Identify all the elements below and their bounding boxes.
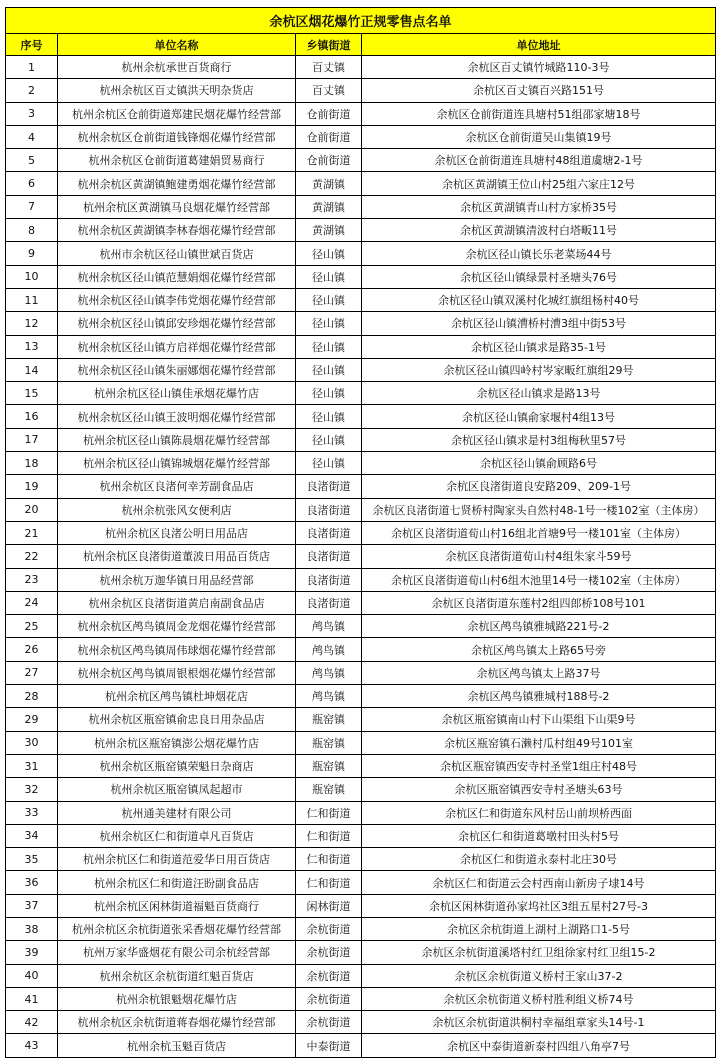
table-row xyxy=(6,801,716,824)
table-row xyxy=(6,405,716,428)
cell-index: 3 xyxy=(6,102,58,125)
table-row xyxy=(6,498,716,521)
table-row xyxy=(6,358,716,381)
cell-unit-name: 杭州余杭区黄湖镇马良烟花爆竹经营部 xyxy=(58,195,296,218)
cell-address: 余杭区仓前街道连具塘村51组邵家塘18号 xyxy=(362,102,716,125)
cell-index: 15 xyxy=(6,382,58,405)
cell-address: 余杭区中泰街道新泰村四组八角亭7号 xyxy=(362,1034,716,1057)
cell-unit-name: 杭州余杭区鸬鸟镇周银根烟花爆竹经营部 xyxy=(58,661,296,684)
cell-index: 7 xyxy=(6,195,58,218)
cell-index: 25 xyxy=(6,615,58,638)
table-row xyxy=(6,591,716,614)
cell-index: 40 xyxy=(6,964,58,987)
cell-township: 径山镇 xyxy=(296,382,362,405)
cell-index: 32 xyxy=(6,778,58,801)
cell-township: 黄湖镇 xyxy=(296,219,362,242)
cell-township: 余杭街道 xyxy=(296,987,362,1010)
table-row xyxy=(6,824,716,847)
cell-township: 径山镇 xyxy=(296,452,362,475)
cell-township: 瓶窑镇 xyxy=(296,731,362,754)
table-row xyxy=(6,987,716,1010)
cell-address: 余杭区仁和街道永泰村北庄30号 xyxy=(362,848,716,871)
cell-address: 余杭区余杭街道义桥村王家山37-2 xyxy=(362,964,716,987)
cell-index: 20 xyxy=(6,498,58,521)
cell-township: 径山镇 xyxy=(296,335,362,358)
table-row xyxy=(6,941,716,964)
cell-township: 黄湖镇 xyxy=(296,195,362,218)
cell-address: 余杭区仁和街道葛墩村田头村5号 xyxy=(362,824,716,847)
cell-index: 17 xyxy=(6,428,58,451)
cell-unit-name: 杭州余杭区仁和街道卓凡百货店 xyxy=(58,824,296,847)
cell-index: 33 xyxy=(6,801,58,824)
cell-address: 余杭区黄湖镇清波村白塔畈11号 xyxy=(362,219,716,242)
cell-address: 余杭区余杭街道上湖村上湖路口1-5号 xyxy=(362,917,716,940)
cell-address: 余杭区仁和街道云会村西南山新房子埭14号 xyxy=(362,871,716,894)
cell-address: 余杭区良渚街道东莲村2组四郎桥108号101 xyxy=(362,591,716,614)
cell-township: 径山镇 xyxy=(296,288,362,311)
table-row xyxy=(6,1011,716,1034)
cell-unit-name: 杭州余杭区良渚何幸芳副食品店 xyxy=(58,475,296,498)
cell-address: 余杭区鸬鸟镇雅城路221号-2 xyxy=(362,615,716,638)
cell-index: 8 xyxy=(6,219,58,242)
header-address: 单位地址 xyxy=(362,34,716,56)
cell-index: 19 xyxy=(6,475,58,498)
cell-township: 良渚街道 xyxy=(296,498,362,521)
cell-township: 良渚街道 xyxy=(296,591,362,614)
table-row xyxy=(6,638,716,661)
table-row xyxy=(6,1034,716,1057)
table-row xyxy=(6,521,716,544)
cell-unit-name: 杭州余杭区余杭街道张采香烟花爆竹经营部 xyxy=(58,917,296,940)
cell-unit-name: 杭州万家华盛烟花有限公司余杭经营部 xyxy=(58,941,296,964)
cell-index: 26 xyxy=(6,638,58,661)
table-row xyxy=(6,382,716,405)
table-body xyxy=(6,56,716,1058)
cell-index: 23 xyxy=(6,568,58,591)
cell-township: 闲林街道 xyxy=(296,894,362,917)
cell-township: 径山镇 xyxy=(296,242,362,265)
cell-address: 余杭区良渚街道荀山村16组北首塘9号一楼101室（主体房） xyxy=(362,521,716,544)
cell-township: 仓前街道 xyxy=(296,149,362,172)
cell-township: 径山镇 xyxy=(296,358,362,381)
cell-township: 鸬鸟镇 xyxy=(296,685,362,708)
cell-address: 余杭区黄湖镇青山村方家桥35号 xyxy=(362,195,716,218)
cell-index: 11 xyxy=(6,288,58,311)
cell-township: 仁和街道 xyxy=(296,801,362,824)
cell-unit-name: 杭州余杭区仁和街道范爱华日用百货店 xyxy=(58,848,296,871)
cell-index: 39 xyxy=(6,941,58,964)
table-row xyxy=(6,731,716,754)
cell-index: 18 xyxy=(6,452,58,475)
cell-index: 30 xyxy=(6,731,58,754)
cell-unit-name: 杭州余杭银魁烟花爆竹店 xyxy=(58,987,296,1010)
cell-index: 14 xyxy=(6,358,58,381)
table-row xyxy=(6,661,716,684)
cell-address: 余杭区黄湖镇王位山村25组六家庄12号 xyxy=(362,172,716,195)
cell-address: 余杭区仓前街道连具塘村48组道虞塘2-1号 xyxy=(362,149,716,172)
table-row xyxy=(6,685,716,708)
cell-unit-name: 杭州余杭区径山镇方启祥烟花爆竹经营部 xyxy=(58,335,296,358)
cell-address: 余杭区鸬鸟镇太上路37号 xyxy=(362,661,716,684)
cell-address: 余杭区径山镇绿景村圣塘头76号 xyxy=(362,265,716,288)
cell-unit-name: 杭州余杭承世百货商行 xyxy=(58,56,296,79)
cell-index: 24 xyxy=(6,591,58,614)
header-index: 序号 xyxy=(6,34,58,56)
cell-address: 余杭区鸬鸟镇太上路65号旁 xyxy=(362,638,716,661)
table-row xyxy=(6,871,716,894)
cell-address: 余杭区良渚街道荀山村4组朱家斗59号 xyxy=(362,545,716,568)
table-row xyxy=(6,172,716,195)
table-row xyxy=(6,125,716,148)
cell-unit-name: 杭州余杭区瓶窑镇俞忠良日用杂品店 xyxy=(58,708,296,731)
cell-township: 径山镇 xyxy=(296,265,362,288)
cell-township: 良渚街道 xyxy=(296,475,362,498)
cell-address: 余杭区良渚街道良安路209、209-1号 xyxy=(362,475,716,498)
table-row xyxy=(6,265,716,288)
table-title: 余杭区烟花爆竹正规零售点名单 xyxy=(6,8,716,34)
cell-address: 余杭区径山镇双溪村化城红旗组杨村40号 xyxy=(362,288,716,311)
cell-unit-name: 杭州余杭玉魁百货店 xyxy=(58,1034,296,1057)
cell-index: 36 xyxy=(6,871,58,894)
cell-index: 16 xyxy=(6,405,58,428)
retail-list-table xyxy=(5,7,716,1058)
spreadsheet xyxy=(5,7,715,1058)
cell-address: 余杭区余杭街道洪桐村幸福组章家头14号-1 xyxy=(362,1011,716,1034)
cell-township: 百丈镇 xyxy=(296,56,362,79)
cell-township: 余杭街道 xyxy=(296,1011,362,1034)
cell-unit-name: 杭州余杭万迦华镇日用品经营部 xyxy=(58,568,296,591)
cell-index: 22 xyxy=(6,545,58,568)
cell-unit-name: 杭州余杭区瓶窑镇荣魁日杂商店 xyxy=(58,754,296,777)
header-unit-name: 单位名称 xyxy=(58,34,296,56)
cell-address: 余杭区鸬鸟镇雅城村188号-2 xyxy=(362,685,716,708)
cell-unit-name: 杭州余杭区径山镇朱丽娜烟花爆竹经营部 xyxy=(58,358,296,381)
cell-township: 百丈镇 xyxy=(296,79,362,102)
table-row xyxy=(6,335,716,358)
cell-address: 余杭区径山镇长乐老菜场44号 xyxy=(362,242,716,265)
cell-unit-name: 杭州余杭区瓶窑镇澎公烟花爆竹店 xyxy=(58,731,296,754)
cell-unit-name: 杭州余杭区瓶窑镇凤起超市 xyxy=(58,778,296,801)
cell-township: 仓前街道 xyxy=(296,102,362,125)
cell-unit-name: 杭州余杭区径山镇佳承烟花爆竹店 xyxy=(58,382,296,405)
cell-index: 34 xyxy=(6,824,58,847)
cell-index: 31 xyxy=(6,754,58,777)
table-row xyxy=(6,615,716,638)
cell-index: 4 xyxy=(6,125,58,148)
cell-unit-name: 杭州余杭区径山镇锦城烟花爆竹经营部 xyxy=(58,452,296,475)
cell-address: 余杭区径山镇求是路35-1号 xyxy=(362,335,716,358)
table-row xyxy=(6,848,716,871)
table-row xyxy=(6,288,716,311)
cell-unit-name: 杭州余杭区径山镇范慧娟烟花爆竹经营部 xyxy=(58,265,296,288)
cell-township: 仁和街道 xyxy=(296,824,362,847)
cell-unit-name: 杭州余杭张风女便利店 xyxy=(58,498,296,521)
cell-township: 径山镇 xyxy=(296,312,362,335)
cell-township: 瓶窑镇 xyxy=(296,778,362,801)
cell-township: 径山镇 xyxy=(296,405,362,428)
cell-index: 2 xyxy=(6,79,58,102)
cell-address: 余杭区良渚街道七贤桥村陶家头自然村48-1号一楼102室（主体房） xyxy=(362,498,716,521)
cell-unit-name: 杭州余杭区良渚街道黄启南副食品店 xyxy=(58,591,296,614)
cell-index: 27 xyxy=(6,661,58,684)
cell-address: 余杭区良渚街道荀山村6组木池里14号一楼102室（主体房） xyxy=(362,568,716,591)
cell-township: 仁和街道 xyxy=(296,848,362,871)
cell-address: 余杭区仁和街道东风村岳山前坝桥西面 xyxy=(362,801,716,824)
cell-township: 余杭街道 xyxy=(296,964,362,987)
cell-township: 良渚街道 xyxy=(296,545,362,568)
cell-address: 余杭区余杭街道溪塔村红卫组徐家村红卫组15-2 xyxy=(362,941,716,964)
cell-unit-name: 杭州余杭区百丈镇洪天明杂货店 xyxy=(58,79,296,102)
cell-township: 良渚街道 xyxy=(296,521,362,544)
cell-index: 1 xyxy=(6,56,58,79)
cell-unit-name: 杭州余杭区仓前街道钱锋烟花爆竹经营部 xyxy=(58,125,296,148)
cell-index: 21 xyxy=(6,521,58,544)
cell-unit-name: 杭州余杭区鸬鸟镇杜坤烟花店 xyxy=(58,685,296,708)
header-township: 乡镇街道 xyxy=(296,34,362,56)
cell-unit-name: 杭州余杭区径山镇陈晨烟花爆竹经营部 xyxy=(58,428,296,451)
cell-township: 仁和街道 xyxy=(296,871,362,894)
cell-unit-name: 杭州余杭区径山镇李伟党烟花爆竹经营部 xyxy=(58,288,296,311)
cell-address: 余杭区百丈镇竹城路110-3号 xyxy=(362,56,716,79)
table-row xyxy=(6,79,716,102)
cell-index: 43 xyxy=(6,1034,58,1057)
cell-township: 余杭街道 xyxy=(296,941,362,964)
cell-address: 余杭区余杭街道义桥村胜利组义桥74号 xyxy=(362,987,716,1010)
cell-index: 42 xyxy=(6,1011,58,1034)
cell-address: 余杭区瓶窑镇西安寺村圣塘头63号 xyxy=(362,778,716,801)
cell-index: 29 xyxy=(6,708,58,731)
table-row xyxy=(6,219,716,242)
cell-address: 余杭区径山镇求是村3组梅秋里57号 xyxy=(362,428,716,451)
cell-index: 12 xyxy=(6,312,58,335)
cell-unit-name: 杭州余杭区径山镇王波明烟花爆竹经营部 xyxy=(58,405,296,428)
table-row xyxy=(6,964,716,987)
table-row xyxy=(6,428,716,451)
cell-unit-name: 杭州余杭区仁和街道汪盼副食品店 xyxy=(58,871,296,894)
table-row xyxy=(6,195,716,218)
cell-index: 9 xyxy=(6,242,58,265)
cell-township: 鸬鸟镇 xyxy=(296,615,362,638)
header-row xyxy=(6,34,716,56)
table-row xyxy=(6,917,716,940)
table-row xyxy=(6,475,716,498)
cell-unit-name: 杭州余杭区仓前街道郑建民烟花爆竹经营部 xyxy=(58,102,296,125)
table-row xyxy=(6,452,716,475)
cell-unit-name: 杭州余杭区鸬鸟镇周伟球烟花爆竹经营部 xyxy=(58,638,296,661)
cell-township: 鸬鸟镇 xyxy=(296,661,362,684)
cell-unit-name: 杭州余杭区良渚街道董波日用品百货店 xyxy=(58,545,296,568)
cell-unit-name: 杭州余杭区良渚公明日用品店 xyxy=(58,521,296,544)
cell-index: 28 xyxy=(6,685,58,708)
cell-unit-name: 杭州余杭区仓前街道葛建娟贸易商行 xyxy=(58,149,296,172)
table-row xyxy=(6,242,716,265)
cell-unit-name: 杭州余杭区余杭街道蒋春烟花爆竹经营部 xyxy=(58,1011,296,1034)
cell-township: 黄湖镇 xyxy=(296,172,362,195)
cell-address: 余杭区闲林街道孙家坞社区3组五星村27号-3 xyxy=(362,894,716,917)
cell-address: 余杭区径山镇求是路13号 xyxy=(362,382,716,405)
cell-township: 中泰街道 xyxy=(296,1034,362,1057)
cell-address: 余杭区瓶窑镇石濑村瓜村组49号101室 xyxy=(362,731,716,754)
cell-township: 仓前街道 xyxy=(296,125,362,148)
cell-address: 余杭区仓前街道吴山集镇19号 xyxy=(362,125,716,148)
table-row xyxy=(6,894,716,917)
cell-address: 余杭区径山镇俞顾路6号 xyxy=(362,452,716,475)
cell-address: 余杭区瓶窑镇南山村下山渠组下山渠9号 xyxy=(362,708,716,731)
cell-unit-name: 杭州余杭区鸬鸟镇周金龙烟花爆竹经营部 xyxy=(58,615,296,638)
cell-address: 余杭区径山镇漕桥村漕3组中街53号 xyxy=(362,312,716,335)
cell-township: 鸬鸟镇 xyxy=(296,638,362,661)
cell-index: 35 xyxy=(6,848,58,871)
table-row xyxy=(6,545,716,568)
cell-address: 余杭区径山镇四岭村岑家畈红旗组29号 xyxy=(362,358,716,381)
cell-index: 10 xyxy=(6,265,58,288)
table-row xyxy=(6,754,716,777)
cell-index: 38 xyxy=(6,917,58,940)
cell-unit-name: 杭州余杭区黄湖镇鲍建勇烟花爆竹经营部 xyxy=(58,172,296,195)
cell-index: 6 xyxy=(6,172,58,195)
table-row xyxy=(6,102,716,125)
cell-index: 41 xyxy=(6,987,58,1010)
cell-address: 余杭区瓶窑镇西安寺村圣堂1组庄村48号 xyxy=(362,754,716,777)
table-row xyxy=(6,312,716,335)
cell-unit-name: 杭州通美建材有限公司 xyxy=(58,801,296,824)
cell-address: 余杭区径山镇俞家堰村4组13号 xyxy=(362,405,716,428)
table-row xyxy=(6,149,716,172)
table-row xyxy=(6,778,716,801)
cell-unit-name: 杭州余杭区黄湖镇李林春烟花爆竹经营部 xyxy=(58,219,296,242)
cell-unit-name: 杭州余杭区余杭街道红魁百货店 xyxy=(58,964,296,987)
table-row xyxy=(6,708,716,731)
cell-index: 37 xyxy=(6,894,58,917)
cell-unit-name: 杭州市余杭区径山镇世斌百货店 xyxy=(58,242,296,265)
cell-township: 径山镇 xyxy=(296,428,362,451)
table-row xyxy=(6,568,716,591)
cell-township: 余杭街道 xyxy=(296,917,362,940)
cell-unit-name: 杭州余杭区径山镇邱安珍烟花爆竹经营部 xyxy=(58,312,296,335)
cell-index: 5 xyxy=(6,149,58,172)
cell-township: 瓶窑镇 xyxy=(296,754,362,777)
cell-township: 良渚街道 xyxy=(296,568,362,591)
table-row xyxy=(6,56,716,79)
cell-township: 瓶窑镇 xyxy=(296,708,362,731)
cell-unit-name: 杭州余杭区闲林街道福魁百货商行 xyxy=(58,894,296,917)
cell-index: 13 xyxy=(6,335,58,358)
cell-address: 余杭区百丈镇百兴路151号 xyxy=(362,79,716,102)
